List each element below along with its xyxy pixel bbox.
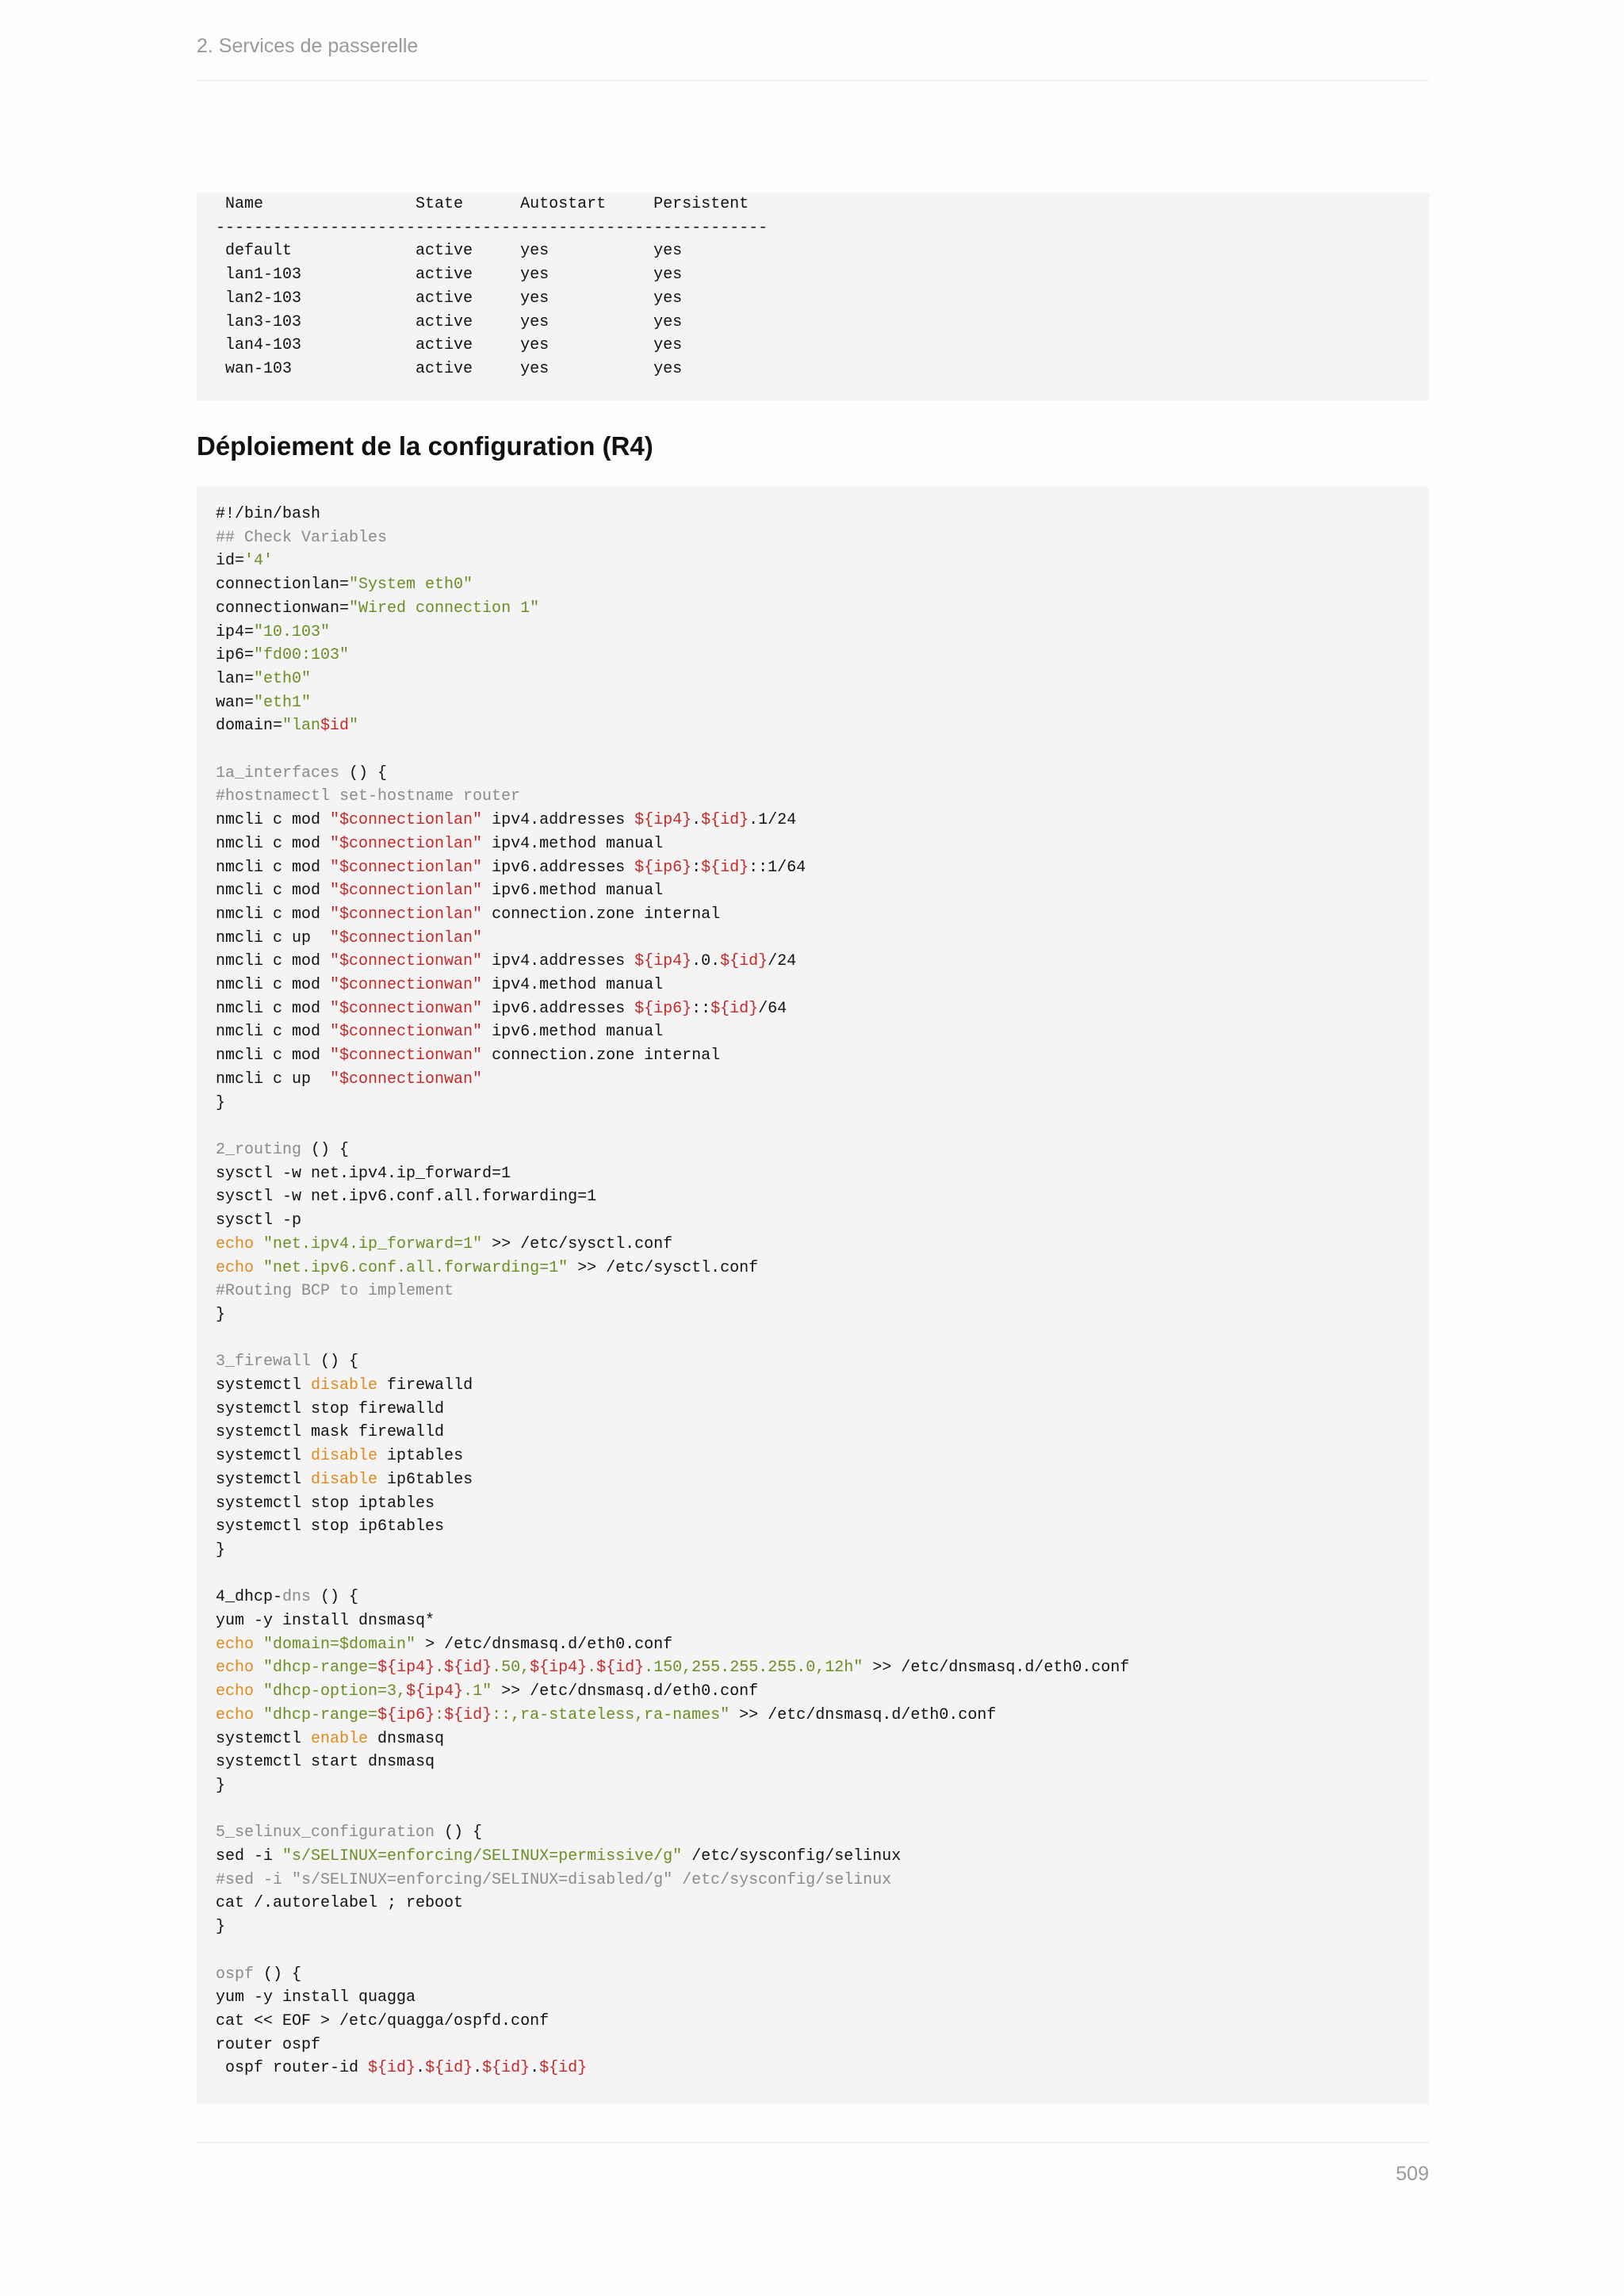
code-token: ipv4.method manual — [482, 834, 664, 853]
code-line — [216, 1774, 1429, 1798]
code-token: } — [216, 1093, 226, 1112]
code-token: systemctl stop firewalld — [216, 1399, 445, 1418]
code-token: :: — [691, 999, 711, 1018]
code-token: .50, — [492, 1659, 530, 1678]
code-line — [216, 738, 1429, 762]
code-token: ${id} — [425, 2059, 473, 2078]
code-line — [216, 1821, 1429, 1845]
code-token: "$connectionwan" — [330, 1023, 483, 1042]
code-token: "$connectionwan" — [330, 999, 483, 1018]
code-token: systemctl stop iptables — [216, 1494, 435, 1513]
code-token: cat /.autorelabel ; reboot — [216, 1894, 464, 1913]
code-token: 3_firewall — [216, 1353, 312, 1372]
code-token: connectionlan= — [216, 576, 350, 595]
code-line — [216, 1280, 1429, 1303]
code-token: . — [530, 2059, 540, 2078]
code-token: nmcli c mod — [216, 976, 331, 995]
code-line — [216, 2057, 1429, 2080]
code-line — [216, 1445, 1429, 1468]
code-token: /64 — [758, 999, 787, 1018]
bash-script-codeblock — [197, 487, 1429, 2104]
running-header: 2. Services de passerelle — [197, 35, 419, 57]
code-token: ${id} — [368, 2059, 416, 2078]
code-token: ip4= — [216, 622, 255, 641]
code-token: () { — [311, 1353, 359, 1372]
code-token: } — [216, 1776, 226, 1795]
code-token: cat << EOF > /etc/quagga/ospfd.conf — [216, 2012, 550, 2030]
code-token: "net.ipv6.conf.all.forwarding=1" — [263, 1258, 569, 1277]
code-token: dnsmasq — [368, 1729, 445, 1748]
code-line — [216, 573, 1429, 597]
code-line — [216, 691, 1429, 715]
code-line — [216, 1162, 1429, 1186]
code-token: .150,255.255.255.0,12h" — [644, 1659, 864, 1678]
code-line — [216, 1751, 1429, 1774]
code-line — [216, 1044, 1429, 1068]
code-token: "net.ipv4.ip_forward=1" — [263, 1234, 483, 1253]
code-line — [216, 1257, 1429, 1280]
code-line — [216, 1633, 1429, 1657]
page-number: 509 — [1396, 2163, 1429, 2185]
code-token: systemctl — [216, 1729, 312, 1748]
code-token: >> /etc/dnsmasq.d/eth0.conf — [730, 1705, 997, 1724]
code-token: "System eth0" — [349, 576, 473, 595]
code-token: ${id} — [482, 2059, 530, 2078]
code-line — [216, 1963, 1429, 1987]
code-line — [216, 1303, 1429, 1327]
code-token: nmcli c up — [216, 1070, 331, 1089]
footer-divider — [197, 2142, 1429, 2143]
code-token: .1/24 — [749, 811, 797, 830]
code-token: yum -y install quagga — [216, 1988, 416, 2007]
code-line — [216, 879, 1429, 903]
code-token: "eth0" — [254, 669, 312, 688]
code-token: echo — [216, 1258, 255, 1277]
table-line: wan-103 active yes yes — [216, 359, 683, 378]
code-token: $id — [320, 717, 350, 736]
code-line — [216, 1656, 1429, 1680]
code-line — [216, 997, 1429, 1021]
code-line — [216, 526, 1429, 550]
code-token: lan= — [216, 669, 255, 688]
code-token: "$connectionlan" — [330, 811, 483, 830]
code-line — [216, 2034, 1429, 2057]
code-line — [216, 1421, 1429, 1445]
code-token: "$connectionwan" — [330, 1070, 483, 1089]
code-line — [216, 2010, 1429, 2034]
code-token: nmcli c mod — [216, 952, 331, 971]
code-token: disable — [311, 1470, 378, 1489]
code-token: "$connectionwan" — [330, 976, 483, 995]
code-token: id= — [216, 552, 245, 571]
table-line: ---------------------------------------------------------- — [216, 218, 768, 237]
code-token: } — [216, 1918, 226, 1937]
code-token: . — [416, 2059, 426, 2078]
code-token: enable — [311, 1729, 369, 1748]
code-token: echo — [216, 1234, 255, 1253]
code-token: disable — [311, 1376, 378, 1395]
code-line — [216, 1939, 1429, 1963]
code-line — [216, 950, 1429, 974]
code-token: ${id} — [701, 858, 749, 877]
code-token: systemctl — [216, 1376, 312, 1395]
code-token: '4' — [244, 552, 274, 571]
code-token: ${id} — [444, 1705, 492, 1724]
code-token: iptables — [377, 1447, 464, 1466]
code-token: 1a_interfaces — [216, 763, 340, 783]
code-line — [216, 1068, 1429, 1092]
code-line — [216, 1185, 1429, 1209]
code-token: sysctl -w net.ipv6.conf.all.forwarding=1 — [216, 1188, 597, 1207]
code-token: "$connectionlan" — [330, 834, 483, 853]
code-token: ${ip4} — [634, 952, 692, 971]
code-line — [216, 856, 1429, 880]
code-token: ipv6.addresses — [482, 858, 635, 877]
code-line — [216, 644, 1429, 668]
code-token: ipv6.method manual — [482, 1023, 664, 1042]
code-token: nmcli c mod — [216, 858, 331, 877]
code-line — [216, 1233, 1429, 1257]
code-line — [216, 1350, 1429, 1374]
code-line — [216, 809, 1429, 832]
code-token: "$connectionlan" — [330, 928, 483, 947]
code-line — [216, 1704, 1429, 1728]
code-token: nmcli c mod — [216, 882, 331, 901]
code-token: . — [587, 1659, 597, 1678]
code-token: nmcli c mod — [216, 905, 331, 924]
zones-table-codeblock — [197, 193, 1429, 400]
code-line — [216, 1892, 1429, 1915]
code-token: "$connectionlan" — [330, 905, 483, 924]
code-token — [254, 1636, 263, 1654]
code-token — [254, 1235, 263, 1253]
code-line — [216, 927, 1429, 951]
code-token: systemctl mask firewalld — [216, 1423, 445, 1442]
code-token: . — [435, 1659, 445, 1678]
code-token: systemctl — [216, 1447, 312, 1466]
code-token: ipv6.method manual — [482, 882, 664, 901]
code-token: connection.zone internal — [482, 905, 721, 924]
code-token: "$connectionlan" — [330, 858, 483, 877]
code-token: " — [349, 717, 359, 736]
code-token: "10.103" — [254, 622, 331, 641]
code-token: ${id} — [596, 1659, 645, 1678]
code-token: "eth1" — [254, 693, 312, 712]
code-token: nmcli c mod — [216, 1047, 331, 1066]
code-token: ipv6.addresses — [482, 999, 635, 1018]
bash-script-text — [216, 487, 1429, 2080]
code-token: echo — [216, 1705, 255, 1724]
code-token: "$connectionwan" — [330, 952, 483, 971]
code-token: ${ip6} — [634, 858, 692, 877]
code-token: "dhcp-range= — [263, 1705, 378, 1724]
code-token: "dhcp-option=3, — [263, 1682, 407, 1701]
code-token: echo — [216, 1635, 255, 1654]
code-token: sysctl -p — [216, 1211, 302, 1230]
code-line — [216, 762, 1429, 786]
code-token: } — [216, 1540, 226, 1559]
code-token: connectionwan= — [216, 599, 350, 618]
code-token: ospf — [216, 1965, 255, 1984]
code-token: () { — [254, 1965, 302, 1984]
code-token — [254, 1259, 263, 1277]
section-title: Déploiement de la configuration (R4) — [197, 431, 653, 461]
code-token: router ospf — [216, 2035, 321, 2054]
code-token: () { — [301, 1140, 350, 1159]
code-token: ipv4.addresses — [482, 952, 635, 971]
code-line — [216, 1492, 1429, 1516]
code-token: ${id} — [710, 999, 759, 1018]
code-token: : — [691, 858, 702, 877]
code-token: #hostnamectl set-hostname router — [216, 787, 521, 806]
code-line — [216, 1327, 1429, 1351]
code-token: >> /etc/sysctl.conf — [568, 1258, 759, 1277]
code-line — [216, 1374, 1429, 1398]
code-token: nmcli c mod — [216, 999, 331, 1018]
code-token: nmcli c mod — [216, 811, 331, 830]
code-token: >> /etc/dnsmasq.d/eth0.conf — [863, 1659, 1130, 1678]
code-token: "$connectionwan" — [330, 1047, 483, 1066]
code-line — [216, 668, 1429, 691]
code-line — [216, 1869, 1429, 1892]
code-token: echo — [216, 1682, 255, 1701]
code-token: ip6= — [216, 646, 255, 665]
code-line — [216, 1092, 1429, 1115]
code-token: dns — [282, 1588, 312, 1607]
code-token: ipv4.method manual — [482, 976, 664, 995]
code-line — [216, 549, 1429, 573]
code-token: ip6tables — [377, 1470, 473, 1489]
code-line — [216, 1020, 1429, 1044]
code-token: 4_dhcp- — [216, 1588, 283, 1607]
code-token: .0. — [691, 952, 721, 971]
code-line — [216, 785, 1429, 809]
code-token: ${ip4} — [377, 1659, 435, 1678]
table-line: default active yes yes — [216, 242, 683, 261]
code-token: 2_routing — [216, 1140, 302, 1159]
code-token: "fd00:103" — [254, 646, 350, 665]
code-line — [216, 1515, 1429, 1539]
code-token: systemctl start dnsmasq — [216, 1753, 435, 1772]
code-token: ${ip6} — [634, 999, 692, 1018]
code-token: () { — [435, 1823, 483, 1843]
code-token: "dhcp-range= — [263, 1659, 378, 1678]
code-line — [216, 1539, 1429, 1563]
code-line — [216, 1609, 1429, 1633]
code-token: . — [473, 2059, 483, 2078]
code-token: ${id} — [444, 1659, 492, 1678]
code-token — [254, 1659, 263, 1677]
code-token: ${ip4} — [530, 1659, 588, 1678]
code-token: >> /etc/sysctl.conf — [482, 1234, 673, 1253]
code-token — [254, 1706, 263, 1724]
code-line — [216, 1728, 1429, 1751]
code-token: ${ip4} — [406, 1682, 464, 1701]
code-token: "$connectionlan" — [330, 882, 483, 901]
code-line — [216, 1563, 1429, 1586]
code-token: disable — [311, 1447, 378, 1466]
code-line — [216, 832, 1429, 856]
code-token: : — [435, 1705, 445, 1724]
table-line: lan4-103 active yes yes — [216, 336, 683, 355]
code-token: ${id} — [539, 2059, 588, 2078]
code-token: #!/bin/bash — [216, 505, 321, 523]
code-line — [216, 597, 1429, 621]
code-token: ospf router-id — [216, 2059, 369, 2078]
code-token: () { — [339, 763, 388, 783]
code-token: #sed -i "s/SELINUX=enforcing/SELINUX=disabled/g" /etc/sysconfig/selinux — [216, 1870, 892, 1889]
code-token: /24 — [768, 952, 797, 971]
code-line — [216, 903, 1429, 927]
code-token: ::,ra-stateless,ra-names" — [492, 1705, 730, 1724]
code-line — [216, 714, 1429, 738]
code-token: echo — [216, 1659, 255, 1678]
code-token: wan= — [216, 693, 255, 712]
code-token: >> /etc/dnsmasq.d/eth0.conf — [492, 1682, 759, 1701]
code-line — [216, 1209, 1429, 1233]
code-token: systemctl stop ip6tables — [216, 1517, 445, 1536]
table-line: lan1-103 active yes yes — [216, 266, 683, 285]
code-line — [216, 1468, 1429, 1492]
code-token: ## Check Variables — [216, 528, 388, 547]
code-token: > /etc/dnsmasq.d/eth0.conf — [416, 1635, 673, 1654]
code-token: domain= — [216, 717, 283, 736]
code-token: "Wired connection 1" — [349, 599, 540, 618]
code-line — [216, 974, 1429, 997]
code-token: sysctl -w net.ipv4.ip_forward=1 — [216, 1164, 511, 1183]
code-token: .1" — [463, 1682, 492, 1701]
code-line — [216, 621, 1429, 645]
code-token: 5_selinux_configuration — [216, 1823, 435, 1843]
header-divider — [197, 80, 1429, 81]
table-line: lan2-103 active yes yes — [216, 289, 683, 308]
code-token: sed -i — [216, 1847, 283, 1866]
code-token: () { — [311, 1588, 359, 1607]
code-line — [216, 1915, 1429, 1939]
code-token: ${id} — [720, 952, 768, 971]
code-token: #Routing BCP to implement — [216, 1282, 454, 1301]
code-token: ${id} — [701, 811, 749, 830]
code-token — [254, 1682, 263, 1701]
code-line — [216, 1798, 1429, 1822]
code-line — [216, 1845, 1429, 1869]
code-token: /etc/sysconfig/selinux — [682, 1847, 902, 1866]
code-token: connection.zone internal — [482, 1047, 721, 1066]
code-line — [216, 1680, 1429, 1704]
code-line — [216, 503, 1429, 526]
table-line: lan3-103 active yes yes — [216, 312, 683, 331]
code-token: ${ip6} — [377, 1705, 435, 1724]
code-token: yum -y install dnsmasq* — [216, 1612, 435, 1631]
table-line: Name State Autostart Persistent — [216, 195, 749, 213]
code-token: nmcli c mod — [216, 1023, 331, 1042]
code-token: } — [216, 1305, 226, 1324]
code-line — [216, 1986, 1429, 2010]
code-line — [216, 1586, 1429, 1609]
code-token: ipv4.addresses — [482, 811, 635, 830]
code-line — [216, 1138, 1429, 1162]
zones-table-text — [216, 193, 1429, 381]
code-token: . — [691, 811, 702, 830]
code-line — [216, 1398, 1429, 1422]
code-token: nmcli c up — [216, 928, 331, 947]
code-token: firewalld — [377, 1376, 473, 1395]
code-token: ::1/64 — [749, 858, 806, 877]
code-token: "s/SELINUX=enforcing/SELINUX=permissive/g" — [282, 1847, 683, 1866]
code-token: ${ip4} — [634, 811, 692, 830]
code-token: nmcli c mod — [216, 834, 331, 853]
code-token: systemctl — [216, 1470, 312, 1489]
code-token: "lan — [282, 717, 321, 736]
code-line — [216, 1115, 1429, 1138]
code-token: "domain=$domain" — [263, 1635, 416, 1654]
